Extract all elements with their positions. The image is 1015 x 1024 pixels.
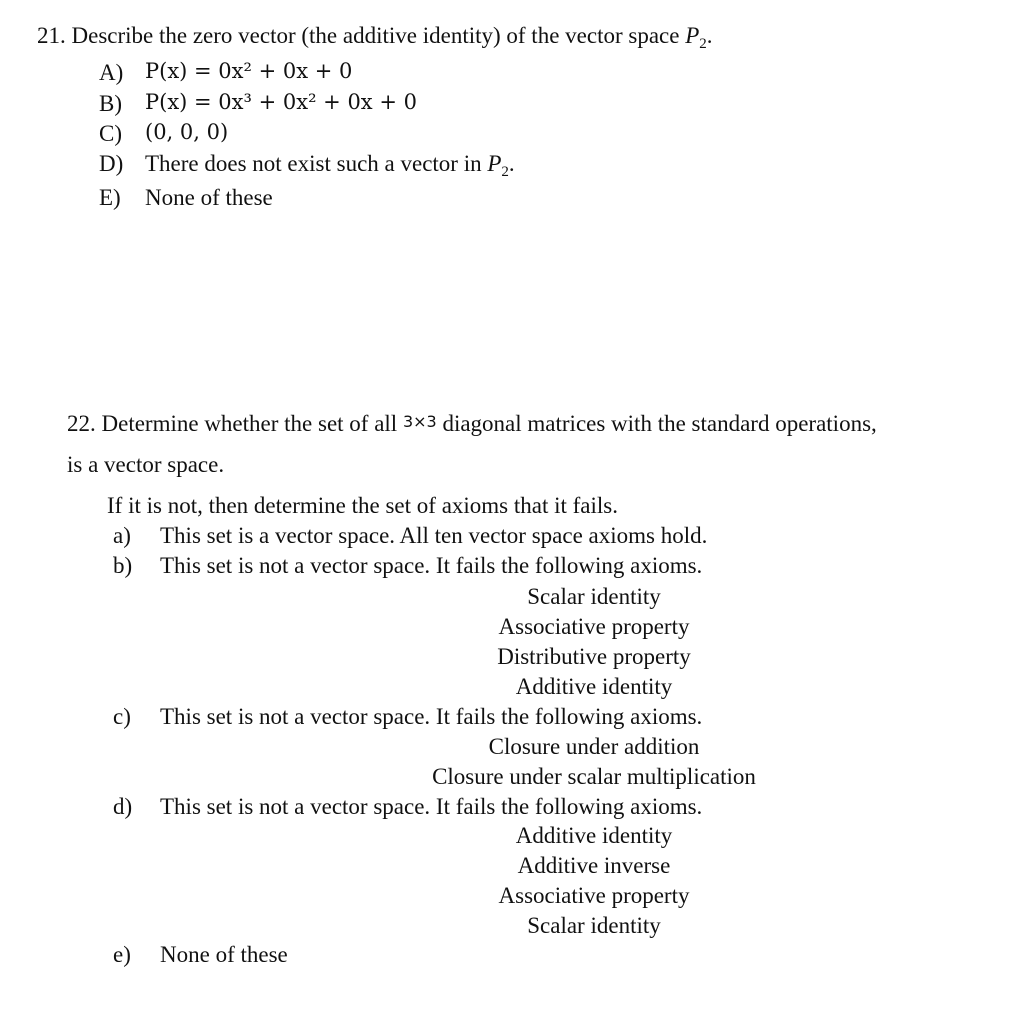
option-c[interactable]: [99, 120, 229, 146]
space-variable: P: [487, 151, 502, 176]
axiom-item: Additive identity: [515, 674, 673, 699]
option-letter: A): [99, 60, 124, 85]
option-text: There does not exist such a vector in: [145, 151, 482, 176]
option-text: None of these: [160, 942, 288, 967]
option-text: (0, 0, 0): [145, 120, 229, 144]
option-a[interactable]: [113, 523, 708, 548]
prompt-end: .: [706, 23, 713, 48]
axiom-item: Closure under addition: [488, 734, 700, 759]
option-letter: C): [99, 121, 122, 146]
question-prompt-part1: Determine whether the set of all: [101, 411, 398, 436]
option-d[interactable]: [113, 794, 703, 819]
option-letter: d): [113, 794, 133, 819]
option-letter: a): [113, 523, 131, 548]
option-letter: E): [99, 185, 121, 210]
option-letter: e): [113, 942, 131, 967]
question-21-header: [37, 24, 713, 52]
axiom-item: Scalar identity: [527, 584, 661, 609]
option-letter: D): [99, 151, 124, 176]
option-c[interactable]: [113, 704, 703, 729]
option-text: This set is a vector space. All ten vector space axioms hold.: [160, 523, 708, 548]
option-text: P(x) = 0x² + 0x + 0: [145, 59, 353, 83]
space-subscript: 2: [699, 36, 707, 52]
axiom-item: Closure under scalar multiplication: [432, 764, 756, 789]
option-end: .: [508, 151, 515, 176]
question-number: 21.: [37, 23, 66, 48]
axiom-item: Associative property: [498, 614, 690, 639]
option-text-wrap: [145, 152, 515, 180]
axiom-item: Additive inverse: [517, 853, 671, 878]
axiom-item: Associative property: [498, 883, 690, 908]
option-letter: c): [113, 704, 131, 729]
instruction: If it is not, then determine the set of axioms that it fails.: [107, 493, 618, 518]
question-prompt-part2: diagonal matrices with the standard operations,: [442, 411, 877, 436]
space-subscript: 2: [501, 164, 509, 180]
question-22-header: [67, 412, 877, 435]
option-text: None of these: [145, 185, 273, 210]
option-letter: b): [113, 553, 133, 578]
option-text: P(x) = 0x³ + 0x² + 0x + 0: [145, 90, 417, 114]
axiom-item: Additive identity: [515, 823, 673, 848]
space-variable: P: [685, 23, 700, 48]
question-22-line2: is a vector space.: [67, 452, 225, 477]
option-b[interactable]: [99, 90, 417, 116]
option-letter: B): [99, 91, 122, 116]
question-number: 22.: [67, 411, 96, 436]
option-d[interactable]: [99, 151, 515, 180]
option-e[interactable]: [99, 185, 273, 210]
option-e[interactable]: [113, 942, 288, 967]
axiom-item: Distributive property: [497, 644, 691, 669]
option-text: This set is not a vector space. It fails the following axioms.: [160, 553, 703, 578]
option-text: This set is not a vector space. It fails the following axioms.: [160, 704, 703, 729]
matrix-dims: 3×3: [402, 412, 437, 431]
option-b[interactable]: [113, 553, 703, 578]
axiom-item: Scalar identity: [527, 913, 661, 938]
question-prompt: Describe the zero vector (the additive identity) of the vector space: [71, 23, 680, 48]
option-text: This set is not a vector space. It fails the following axioms.: [160, 794, 703, 819]
option-a[interactable]: [99, 59, 353, 85]
